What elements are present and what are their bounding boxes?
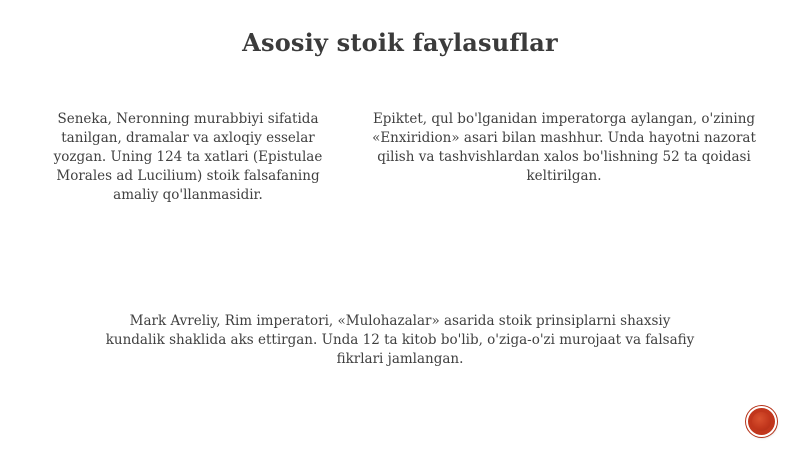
seneca-paragraph: Seneka, Neronning murabbiyi sifatida tanilgan, dramalar va axloqiy esselar yozgan. Uning 124 ta xatlari (Epistulae Morales ad Lucilium) stoik falsafaning amaliy qo'llanmasidir. [53, 111, 323, 203]
next-slide-button[interactable] [748, 408, 775, 435]
next-slide-circle-icon [752, 412, 771, 431]
marcus-aurelius-paragraph: Mark Avreliy, Rim imperatori, «Mulohazalar» asarida stoik prinsiplarni shaxsiy kundalik shaklida aks ettirgan. Unda 12 ta kitob bo'lib, o'ziga-o'zi murojaat va falsafiy fikrlari jamlangan. [105, 313, 695, 367]
slide-title: Asosiy stoik faylasuflar [242, 28, 558, 57]
epictetus-paragraph: Epiktet, qul bo'lganidan imperatorga aylangan, o'zining «Enxiridion» asari bilan mashhur. Unda hayotni nazorat qilish va tashvishlardan xalos bo'lishning 52 ta qoidasi keltirilgan. [372, 111, 756, 184]
